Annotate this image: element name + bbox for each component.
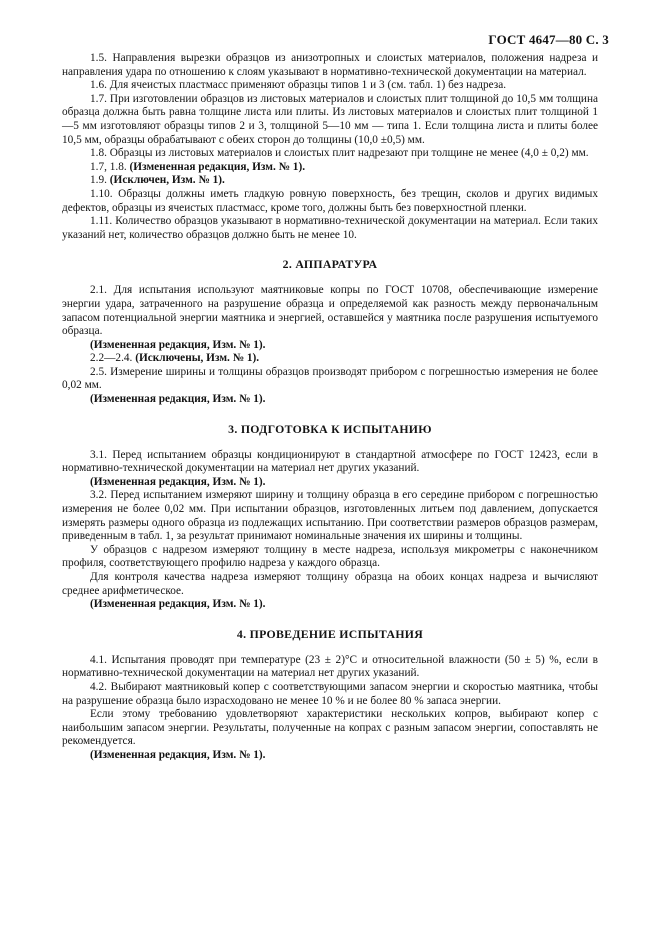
amendment-note-2-5: (Измененная редакция, Изм. № 1). — [90, 393, 266, 406]
amendment-note-2-1: (Измененная редакция, Изм. № 1). — [90, 338, 266, 351]
amendment-note-1-9 — [62, 174, 598, 188]
note-text: (Исключен, Изм. № 1). — [109, 174, 225, 187]
paragraph-1-7: 1.7. При изготовлении образцов из листовых материалов и слоистых плит толщиной до 10,5 мм толщина образца должна быть равна толщине листа или плиты. Из листовых материалов и слоистых плит толщиной 1—5 мм изготовляют образцы типов 2 и 3, толщиной 5—10 мм — типа 1. Если толщина листа и плиты более 10,5 мм, образцы обрабатывают с обеих сторон до толщины (10,0 ±0,5) мм. — [62, 92, 598, 146]
note-prefix: 2.2—2.4. — [90, 352, 133, 365]
section-3-heading: 3. ПОДГОТОВКА К ИСПЫТАНИЮ — [228, 421, 432, 436]
paragraph-2-1: 2.1. Для испытания используют маятниковые копры по ГОСТ 10708, обеспечивающие измерение энергии удара, затраченного на разрушение образца и определяемой как разность между первоначальным запасом потенциальной энергии маятника и энергией, оставшейся у маятника после разрушения испытуемого образца. — [62, 284, 598, 338]
paragraph-1-11: 1.11. Количество образцов указывают в нормативно-технической документации на материал. Если таких указаний нет, количество образцов должно быть не менее 10. — [62, 215, 598, 241]
paragraph-1-10: 1.10. Образцы должны иметь гладкую ровную поверхность, без трещин, сколов и других видимых дефектов, образцы из ячеистых пластмасс, кроме того, должны быть без поверхностной пленки. — [62, 187, 598, 214]
paragraph-3-2-notch: У образцов с надрезом измеряют толщину в месте надреза, используя микрометры с наконечником профиля, соответствующего профилю надреза у каждого образца. — [62, 543, 598, 570]
paragraph-3-2: 3.2. Перед испытанием измеряют ширину и толщину образца в его середине прибором с погрешностью измерения не более 0,02 мм. При испытании образцов, изготовленных литьем под давлением, допускается измерять размеры одного образца из подлежащих испытанию. При соответствии размеров образцов размерам, приведенным в табл. 1, за результат принимают номинальные значения их ширины и толщины. — [62, 489, 598, 543]
paragraph-3-2-quality: Для контроля качества надреза измеряют толщину образца на обоих концах надреза и вычисляют среднее арифметическое. — [62, 571, 598, 597]
paragraph-4-2-selection: Если этому требованию удовлетворяют характеристики нескольких копров, выбирают копер с наибольшим запасом энергии. Результаты, полученные на копрах с разным запасом энергии, сопоставлять не рекомендуется. — [62, 708, 598, 748]
amendment-note-4-2: (Измененная редакция, Изм. № 1). — [90, 748, 266, 761]
amendment-note-3-1: (Измененная редакция, Изм. № 1). — [90, 475, 266, 488]
document-body — [62, 52, 598, 763]
amendment-note-3-2: (Измененная редакция, Изм. № 1). — [90, 598, 266, 611]
note-prefix: 1.9. — [90, 174, 107, 187]
paragraph-1-6: 1.6. Для ячеистых пластмасс применяют образцы типов 1 и 3 (см. табл. 1) без надреза. — [90, 79, 507, 92]
page-header: ГОСТ 4647—80 С. 3 — [488, 32, 609, 47]
note-text: (Измененная редакция, Изм. № 1). — [129, 160, 306, 173]
paragraph-1-5: 1.5. Направления вырезки образцов из анизотропных и слоистых материалов, положения надреза и направления удара по отношению к слоям указывают в нормативно-технической документации на материал. — [62, 52, 598, 78]
paragraph-3-1: 3.1. Перед испытанием образцы кондиционируют в стандартной атмосфере по ГОСТ 12423, если в нормативно-технической документации на материал нет других указаний. — [62, 448, 598, 475]
note-text: (Исключены, Изм. № 1). — [135, 352, 260, 365]
amendment-note-2-2-2-4 — [62, 352, 598, 366]
section-2-heading: 2. АППАРАТУРА — [282, 257, 378, 272]
paragraph-2-5: 2.5. Измерение ширины и толщины образцов производят прибором с погрешностью измерения не более 0,02 мм. — [62, 365, 598, 392]
paragraph-4-2: 4.2. Выбирают маятниковый копер с соответствующими запасом энергии и скоростью маятника, чтобы на разрушение образца было израсходовано не менее 10 % и не более 80 % запаса энергии. — [62, 680, 598, 707]
note-prefix: 1.7, 1.8. — [90, 160, 127, 173]
paragraph-4-1: 4.1. Испытания проводят при температуре (23 ± 2)°C и относительной влажности (50 ± 5) %, если в нормативно-технической документации на материал нет других указаний. — [62, 653, 598, 680]
amendment-note-1-7-1-8 — [62, 161, 598, 175]
section-4-heading: 4. ПРОВЕДЕНИЕ ИСПЫТАНИЯ — [236, 626, 424, 641]
paragraph-1-8: 1.8. Образцы из листовых материалов и слоистых плит надрезают при толщине не менее (4,0 ± 0,2) мм. — [90, 147, 589, 160]
